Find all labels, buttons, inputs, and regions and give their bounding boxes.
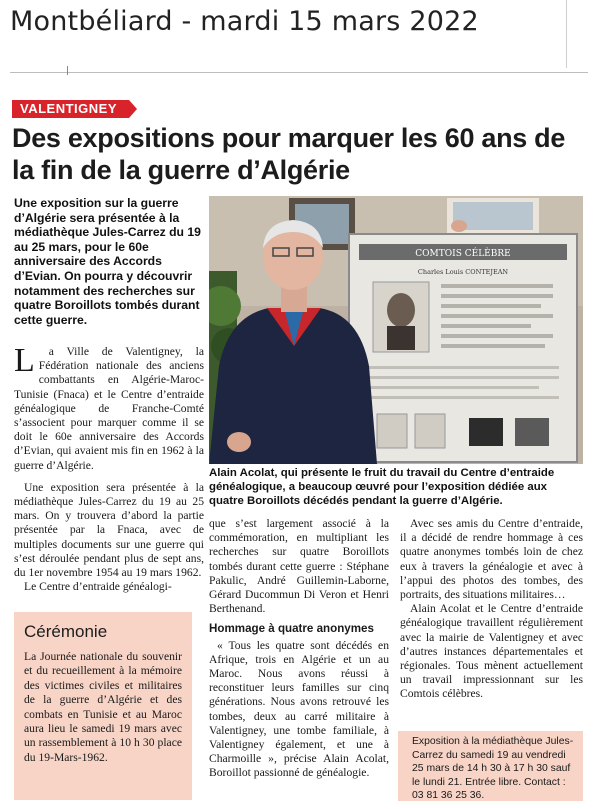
column-3: [400, 517, 583, 702]
paragraph: « Tous les quatre sont décédés en Afrique, trois en Algérie et un au Maroc. Nous avons réussi à reconstituer leurs familles sur cinq générations. Nous avons retrouvé les tombes, deux au carré militaire à Valentigney, une tombe familiale, à Valentigney également, et une à Charmoille », précise Alain Acolat, Boroillot passionné de généalogie.: [209, 638, 389, 780]
paragraph: L a Ville de Valentigney, la Fédération nationale des anciens combattants en Algérie-Maroc-Tunisie (Fnaca) et le Centre d’entraide généalogique de Franche-Comté s’associent pour marquer comme il se doit le 60e anniversaire des Accords d’Evian, qui avaient mis fin en 1962 à la guerre d’Algérie.: [14, 345, 204, 473]
paragraph: Alain Acolat et le Centre d’entraide généalogique travaillent régulièrement avec la mairie de Valentigney et avec d’autres instances départementales et régionales. Tous mènent actuellement un travail impressionnant sur les Comtois célèbres.: [400, 602, 583, 701]
exhibition-info-box: Exposition à la médiathèque Jules-Carrez du samedi 19 au vendredi 25 mars de 14 h 30 à 17 h 30 sauf le lundi 21. Entrée libre. Contact : 03 81 36 25 36.: [398, 731, 583, 801]
poster-header: COMTOIS CÉLÈBRE: [415, 249, 511, 259]
photo-caption: Alain Acolat, qui présente le fruit du travail du Centre d’entraide généalogique, a beaucoup œuvré pour l’exposition dédiée aux quatre Boroillots décédés pendant la guerre d’Algérie.: [209, 467, 555, 507]
poster-name: Charles Louis CONTEJEAN: [417, 268, 509, 276]
paragraph: Avec ses amis du Centre d’entraide, il a décidé de rendre hommage à ces quatre anonymes tombés loin de chez eux à travers la généalogie et avec à l’appui des photos des tombes, des portraits, des situations militaires…: [400, 517, 583, 602]
ceremony-box: [14, 612, 192, 800]
paragraph: Le Centre d’entraide généalogi-: [24, 580, 172, 594]
section-tag: VALENTIGNEY: [12, 100, 129, 118]
lead-paragraph: Une exposition sur la guerre d’Algérie sera présentée à la médiathèque Jules-Carrez du 19 au 25 mars, pour le 60e anniversaire des Accords d’Evian. On pourra y découvrir notamment des recherches sur quatre Boroillots tombés durant cette guerre.: [14, 196, 201, 327]
date-line: Montbéliard - mardi 15 mars 2022: [10, 6, 479, 37]
ceremony-title: Cérémonie: [24, 622, 108, 641]
ceremony-text: La Journée nationale du souvenir et du recueillement à la mémoire des victimes civiles et militaires de la guerre d’Algérie et des combats en Tunisie et au Maroc aura lieu le samedi 19 mars avec un rassemblement à 10 h 30 place du 19-Mars-1962.: [24, 650, 182, 764]
article-photo: [209, 196, 583, 464]
paragraph: Une exposition sera présentée à la médiathèque Jules-Carrez du 19 au 25 mars. On y trouvera d’abord la partie présentée par la Fnaca, avec de multiples documents sur une guerre qui s’est déroulée pendant plus de sept ans, du 1er novembre 1954 au 19 mars 1962.: [14, 480, 204, 580]
header-divider: [566, 0, 567, 68]
subheading: Hommage à quatre anonymes: [209, 622, 374, 636]
column-1: [14, 342, 204, 594]
headline: Des expositions pour marquer les 60 ans de la fin de la guerre d’Algérie: [12, 123, 566, 185]
paragraph: que s’est largement associé à la commémoration, en multipliant les recherches sur quatre Boroillots tombés durant cette guerre : Stéphane Pakulic, André Guillemin-Laborne, Gérard Ducommun Di Veron et Henri Berthenand.: [209, 517, 389, 616]
photo-illustration: [209, 196, 583, 464]
drop-cap: L: [14, 342, 35, 379]
column-2: [209, 517, 389, 781]
rule-tick: [67, 66, 68, 75]
top-rule: [10, 72, 588, 73]
page-header: [0, 0, 594, 70]
